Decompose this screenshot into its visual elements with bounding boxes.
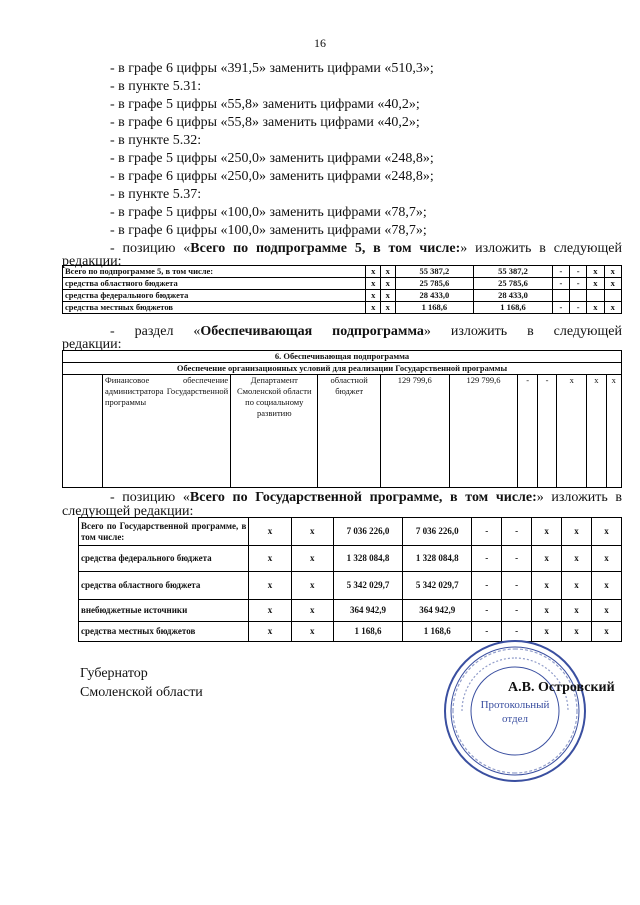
table-cell: х: [291, 518, 333, 546]
table-cell: х: [249, 572, 291, 600]
table-cell: 1 168,6: [333, 622, 402, 642]
table-cell: х: [557, 375, 587, 488]
table-cell: Финансовое обеспечение администратора Государственной программы: [103, 375, 231, 488]
para-text: » изложить в: [536, 490, 622, 505]
table-row: [63, 375, 622, 488]
para-bold-text: Обеспечивающая подпрограмма: [200, 324, 424, 339]
table-cell: [604, 290, 621, 302]
table-cell: Всего по Государственной программе, в том числе:: [79, 518, 249, 546]
table-cell: х: [587, 278, 604, 290]
table-cell: 1 168,6: [474, 302, 553, 314]
para-bold-text: Всего по подпрограмме 5, в том числе:: [190, 241, 461, 256]
table-header-row: [63, 363, 622, 375]
table-cell: х: [591, 622, 621, 642]
table-cell: Всего по подпрограмме 5, в том числе:: [63, 266, 366, 278]
table-cell: х: [249, 518, 291, 546]
table-row: [63, 290, 622, 302]
table-cell: х: [604, 302, 621, 314]
amendment-line: - в графе 6 цифры «55,8» заменить цифрами «40,2»;: [110, 115, 420, 130]
amendment-line: - в пункте 5.37:: [110, 187, 202, 202]
table-cell: х: [591, 518, 621, 546]
table-header-row: [63, 351, 622, 363]
table-cell: х: [249, 600, 291, 622]
para-text: - позицию «: [110, 490, 190, 505]
table-cell: х: [366, 302, 381, 314]
table-cell: средства местных бюджетов: [63, 302, 366, 314]
table-cell: х: [562, 572, 592, 600]
table-cell: 129 799,6: [380, 375, 449, 488]
table-cell: х: [532, 518, 562, 546]
amendment-line: - в графе 6 цифры «100,0» заменить цифрами «78,7»;: [110, 223, 427, 238]
amendment-line: - в графе 6 цифры «250,0» заменить цифрами «248,8»;: [110, 169, 434, 184]
subprogram-5-table: [62, 265, 622, 314]
table-cell: [570, 290, 587, 302]
table-cell: 7 036 226,0: [333, 518, 402, 546]
table-header-cell: 6. Обеспечивающая подпрограмма: [63, 351, 622, 363]
table-cell: 28 433,0: [474, 290, 553, 302]
table-cell: -: [502, 622, 532, 642]
para-text: - раздел «: [110, 324, 201, 339]
para-text: » изложить в следующей: [423, 324, 622, 339]
table-cell: 55 387,2: [395, 266, 474, 278]
paragraph-continuation: редакции:: [62, 254, 122, 269]
table-row: [63, 302, 622, 314]
table-cell: -: [518, 375, 537, 488]
table-cell: областной бюджет: [318, 375, 381, 488]
table-cell: 1 328 084,8: [403, 546, 472, 572]
table-cell: внебюджетные источники: [79, 600, 249, 622]
table-row: [63, 266, 622, 278]
signatory-name: А.В. Островский: [508, 680, 615, 695]
page-number: 16: [314, 36, 326, 50]
table-cell: средства областного бюджета: [63, 278, 366, 290]
table-cell: х: [587, 266, 604, 278]
table-cell: х: [381, 290, 396, 302]
table-cell: средства областного бюджета: [79, 572, 249, 600]
stamp-text: Протокольный: [480, 699, 550, 711]
signatory-title-line: Смоленской области: [80, 685, 203, 700]
table-cell: -: [570, 302, 587, 314]
support-subprogram-table: [62, 350, 622, 488]
table-cell: х: [532, 622, 562, 642]
table-cell: х: [381, 278, 396, 290]
table-cell: -: [502, 518, 532, 546]
table-cell: х: [532, 572, 562, 600]
table-row: [63, 278, 622, 290]
table-cell: -: [472, 600, 502, 622]
table-cell: х: [604, 266, 621, 278]
table-cell: х: [291, 572, 333, 600]
amendment-line: - в графе 5 цифры «250,0» заменить цифрами «248,8»;: [110, 151, 434, 166]
table-cell: х: [381, 302, 396, 314]
table-cell: [552, 290, 569, 302]
state-program-total-table: [78, 517, 622, 642]
table-header-cell: Обеспечение организационных условий для реализации Государственной программы: [63, 363, 622, 375]
table-cell: -: [570, 278, 587, 290]
table-row: [79, 518, 622, 546]
paragraph-continuation: редакции:: [62, 337, 122, 352]
amendment-line: - в графе 5 цифры «100,0» заменить цифрами «78,7»;: [110, 205, 427, 220]
table-cell: х: [587, 302, 604, 314]
table-cell: -: [537, 375, 556, 488]
table-cell: х: [562, 600, 592, 622]
table-cell: -: [570, 266, 587, 278]
table-cell: х: [562, 518, 592, 546]
table-cell: [63, 375, 103, 488]
table-cell: 364 942,9: [403, 600, 472, 622]
table-row: [79, 546, 622, 572]
table-cell: -: [502, 572, 532, 600]
table-cell: х: [291, 600, 333, 622]
amendment-line: - в пункте 5.31:: [110, 79, 202, 94]
table-cell: х: [591, 600, 621, 622]
table-cell: х: [604, 278, 621, 290]
table-cell: х: [591, 546, 621, 572]
table-cell: средства федерального бюджета: [63, 290, 366, 302]
table-cell: Департамент Смоленской области по социальному развитию: [231, 375, 318, 488]
table-cell: 25 785,6: [474, 278, 553, 290]
signatory-title-line: Губернатор: [80, 666, 148, 681]
table-cell: 55 387,2: [474, 266, 553, 278]
table-cell: -: [502, 546, 532, 572]
table-cell: х: [591, 572, 621, 600]
table-cell: х: [291, 622, 333, 642]
table-cell: 364 942,9: [333, 600, 402, 622]
table-cell: -: [472, 622, 502, 642]
table-cell: х: [532, 546, 562, 572]
stamp-text: отдел: [502, 713, 528, 725]
table-cell: -: [502, 600, 532, 622]
table-cell: х: [249, 546, 291, 572]
amendment-line: - в графе 5 цифры «55,8» заменить цифрами «40,2»;: [110, 97, 420, 112]
table-cell: средства федерального бюджета: [79, 546, 249, 572]
table-cell: [587, 290, 604, 302]
table-cell: 129 799,6: [449, 375, 518, 488]
table-cell: х: [381, 266, 396, 278]
official-stamp-icon: [440, 636, 590, 786]
table-cell: 7 036 226,0: [403, 518, 472, 546]
table-cell: -: [472, 546, 502, 572]
amendment-line: - в графе 6 цифры «391,5» заменить цифрами «510,3»;: [110, 61, 434, 76]
table-cell: -: [472, 518, 502, 546]
table-cell: х: [562, 622, 592, 642]
table-cell: -: [472, 572, 502, 600]
table-cell: х: [562, 546, 592, 572]
table-cell: х: [366, 290, 381, 302]
table-row: [79, 600, 622, 622]
table-cell: х: [366, 266, 381, 278]
table-cell: средства местных бюджетов: [79, 622, 249, 642]
table-cell: 5 342 029,7: [333, 572, 402, 600]
table-cell: х: [366, 278, 381, 290]
table-cell: -: [552, 278, 569, 290]
table-cell: 1 168,6: [395, 302, 474, 314]
table-cell: 1 168,6: [403, 622, 472, 642]
table-cell: 1 328 084,8: [333, 546, 402, 572]
amendment-list: [110, 60, 630, 240]
table-cell: х: [587, 375, 606, 488]
signatory-title: [80, 664, 203, 702]
table-cell: 25 785,6: [395, 278, 474, 290]
table-cell: -: [552, 266, 569, 278]
para-text: - позицию «: [110, 241, 191, 256]
table-cell: 28 433,0: [395, 290, 474, 302]
table-cell: 5 342 029,7: [403, 572, 472, 600]
table-cell: х: [291, 546, 333, 572]
table-cell: х: [249, 622, 291, 642]
para-text: » изложить в следующей: [460, 241, 622, 256]
table-cell: -: [552, 302, 569, 314]
paragraph-continuation: следующей редакции:: [62, 504, 194, 519]
para-bold-text: Всего по Государственной программе, в том числе:: [189, 490, 537, 505]
amendment-line: - в пункте 5.32:: [110, 133, 202, 148]
table-row: [79, 572, 622, 600]
table-cell: х: [532, 600, 562, 622]
table-cell: х: [606, 375, 621, 488]
